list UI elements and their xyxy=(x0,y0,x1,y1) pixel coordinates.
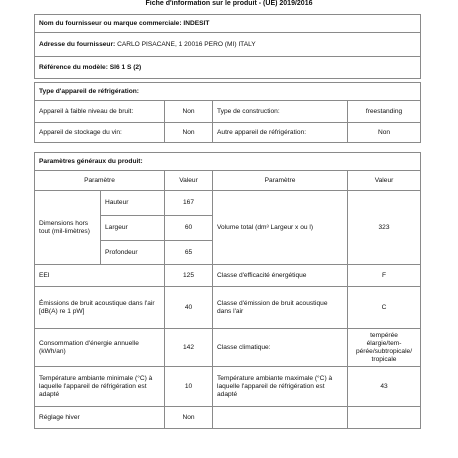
supplier-name-cell xyxy=(35,15,421,33)
eei-value: 125 xyxy=(165,265,213,287)
general-params-table xyxy=(34,152,421,429)
low-noise-label: Appareil à faible niveau de bruit: xyxy=(35,101,165,123)
min-temp-value: 10 xyxy=(165,367,213,407)
empty-cell-value xyxy=(348,407,421,429)
supplier-table xyxy=(34,14,421,79)
winter-setting-value: Non xyxy=(165,407,213,429)
low-noise-value: Non xyxy=(165,101,213,123)
wine-storage-label: Appareil de stockage du vin: xyxy=(35,123,165,143)
climate-class-value: tempérée élargie/tem-pérée/subtropicale/ tropicale xyxy=(348,329,421,367)
width-label: Largeur xyxy=(101,216,165,241)
model-ref-value: SI6 1 S (2) xyxy=(109,63,142,71)
supplier-address-label: Adresse du fournisseur: xyxy=(39,40,116,48)
supplier-address-value: CARLO PISACANE, 1 20016 PERO (MI) ITALY xyxy=(117,40,256,48)
height-label: Hauteur xyxy=(101,191,165,216)
document-title: Fiche d'information sur le produit - (UE) 2019/2016 xyxy=(145,0,313,7)
energy-class-label: Classe d'efficacité énergétique xyxy=(213,265,348,287)
model-ref-label: Référence du modèle: xyxy=(39,63,108,71)
construction-type-value: freestanding xyxy=(348,101,421,123)
empty-cell-label xyxy=(213,407,348,429)
supplier-name-label: Nom du fournisseur ou marque commerciale: xyxy=(39,19,182,27)
wine-storage-value: Non xyxy=(165,123,213,143)
noise-class-label: Classe d'émission de bruit acoustique dans l'air xyxy=(213,287,348,329)
col-value-header-2: Valeur xyxy=(348,171,421,191)
noise-emission-value: 40 xyxy=(165,287,213,329)
other-fridge-label: Autre appareil de réfrigération: xyxy=(213,123,348,143)
width-value: 60 xyxy=(165,216,213,241)
noise-emission-label: Émissions de bruit acoustique dans l'air [dB(A) re 1 pW] xyxy=(35,287,165,329)
noise-class-value: C xyxy=(348,287,421,329)
depth-value: 65 xyxy=(165,241,213,265)
fridge-type-table xyxy=(34,82,421,143)
construction-type-label: Type de construction: xyxy=(213,101,348,123)
model-ref-cell xyxy=(35,57,421,79)
eei-label: EEI xyxy=(35,265,165,287)
depth-label: Profondeur xyxy=(101,241,165,265)
other-fridge-value: Non xyxy=(348,123,421,143)
min-temp-label: Température ambiante minimale (°C) à laquelle l'appareil de réfrigération est adapté xyxy=(35,367,165,407)
annual-consumption-value: 142 xyxy=(165,329,213,367)
col-value-header-1: Valeur xyxy=(165,171,213,191)
winter-setting-label: Réglage hiver xyxy=(35,407,165,429)
max-temp-label: Température ambiante maximale (°C) à laquelle l'appareil de réfrigération est adapté xyxy=(213,367,348,407)
energy-class-value: F xyxy=(348,265,421,287)
fridge-type-heading: Type d'appareil de réfrigération: xyxy=(35,83,421,101)
height-value: 167 xyxy=(165,191,213,216)
climate-class-label: Classe climatique: xyxy=(213,329,348,367)
volume-value: 323 xyxy=(348,191,421,265)
volume-label: Volume total (dm³ Largeur x ou l) xyxy=(213,191,348,265)
annual-consumption-label: Consommation d'énergie annuelle (kWh/an) xyxy=(35,329,165,367)
general-params-heading: Paramètres généraux du produit: xyxy=(35,153,421,171)
max-temp-value: 43 xyxy=(348,367,421,407)
col-param-header-1: Paramètre xyxy=(35,171,165,191)
supplier-name-value: INDESIT xyxy=(183,19,210,27)
col-param-header-2: Paramètre xyxy=(213,171,348,191)
dimensions-label: Dimensions hors tout (mil-limètres) xyxy=(35,191,101,265)
supplier-address-cell xyxy=(35,33,421,57)
